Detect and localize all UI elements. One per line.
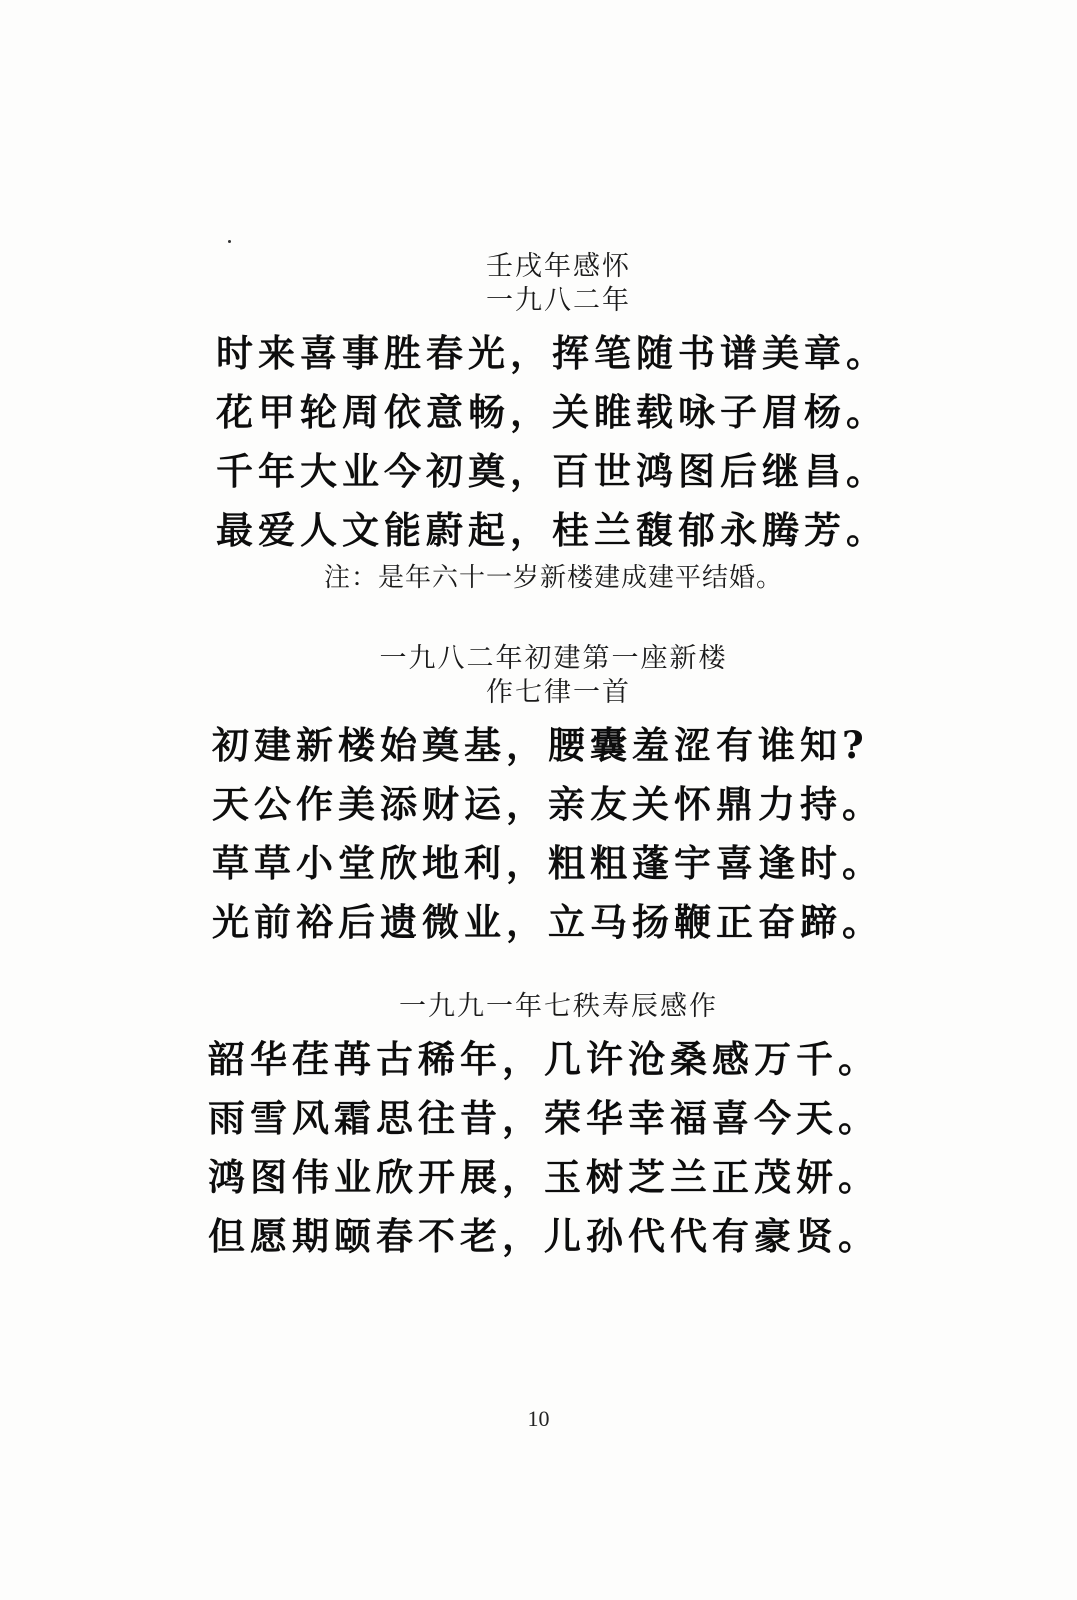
poem-line: 雨雪风霜思往昔，荣华幸福喜今天。 xyxy=(208,1096,880,1140)
poem-line: 最爱人文能蔚起，桂兰馥郁永腾芳。 xyxy=(216,508,888,552)
poem-note: 注：是年六十一岁新楼建成建平结婚。 xyxy=(323,563,783,593)
poem-title: 壬戌年感怀 xyxy=(486,251,631,282)
poem-line: 鸿图伟业欣开展，玉树芝兰正茂妍。 xyxy=(208,1155,880,1199)
scan-speck xyxy=(228,240,231,243)
poem-2 xyxy=(0,642,1077,952)
poem-body xyxy=(0,1030,1077,1266)
page-number: 10 xyxy=(527,1406,550,1431)
poem-line: 但愿期颐春不老，儿孙代代有豪贤。 xyxy=(208,1214,880,1258)
poem-title: 一九九一年七秩寿辰感作 xyxy=(399,991,718,1022)
poem-line: 天公作美添财运，亲友关怀鼎力持。 xyxy=(212,782,884,826)
poem-line: 初建新楼始奠基，腰囊羞涩有谁知? xyxy=(212,723,869,767)
poem-3 xyxy=(0,990,1077,1266)
poem-subtitle: 作七律一首 xyxy=(486,677,631,708)
poem-line: 花甲轮周依意畅，关睢载咏子眉杨。 xyxy=(216,390,888,434)
poem-line: 千年大业今初奠，百世鸿图后继昌。 xyxy=(216,449,888,493)
poem-body xyxy=(0,324,1077,560)
poem-title: 一九八二年初建第一座新楼 xyxy=(379,643,728,674)
poem-line: 时来喜事胜春光，挥笔随书谱美章。 xyxy=(216,331,888,375)
poem-line: 韶华荏苒古稀年，几许沧桑感万千。 xyxy=(208,1037,880,1081)
poem-1 xyxy=(0,250,1077,594)
poem-body xyxy=(0,716,1077,952)
poem-line: 光前裕后遗微业，立马扬鞭正奋蹄。 xyxy=(212,900,884,944)
poem-line: 草草小堂欣地利，粗粗蓬宇喜逢时。 xyxy=(212,841,884,885)
poem-subtitle: 一九八二年 xyxy=(486,285,631,316)
